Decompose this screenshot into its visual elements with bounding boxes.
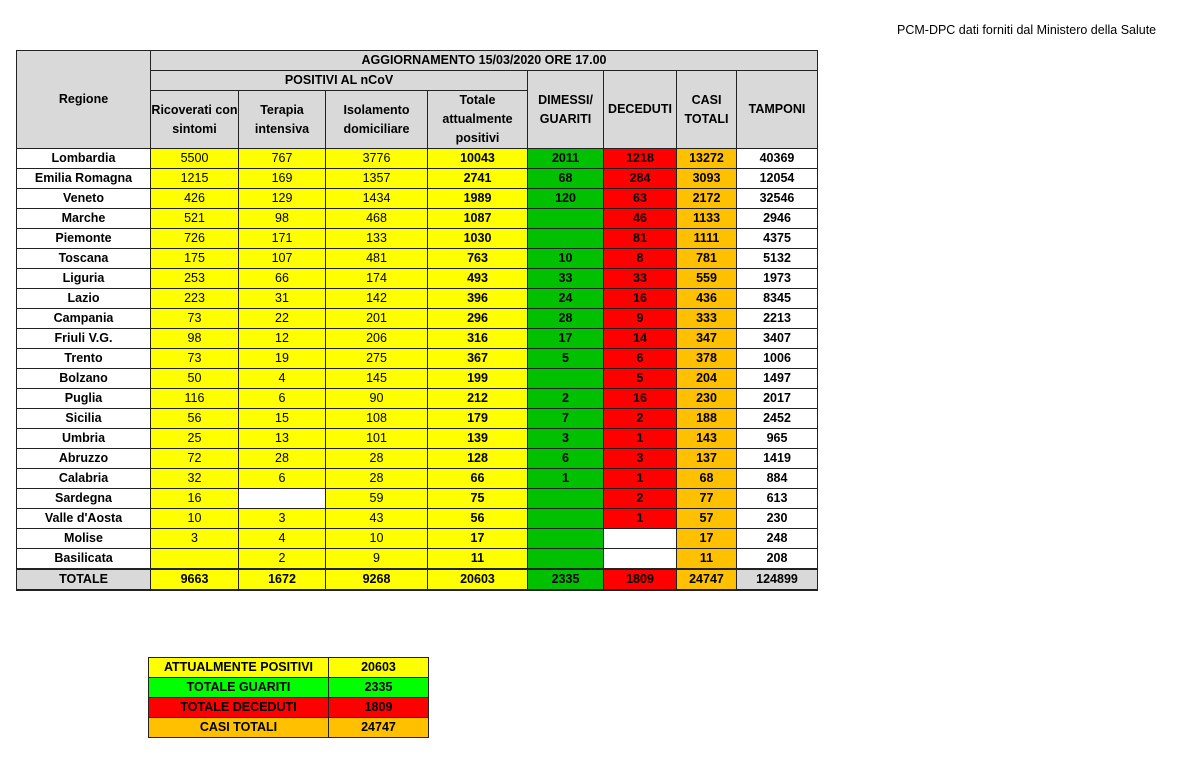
cell-totale-positivi: 56	[428, 509, 528, 529]
cell-totale-positivi: 367	[428, 349, 528, 369]
cell-regione: Emilia Romagna	[17, 169, 151, 189]
cell-casi: 378	[677, 349, 737, 369]
cell-deceduti: 5	[604, 369, 677, 389]
cell-ricoverati: 175	[151, 249, 239, 269]
summary-row-deceduti	[149, 698, 429, 718]
cell-regione: Umbria	[17, 429, 151, 449]
cell-casi: 77	[677, 489, 737, 509]
summary-label: TOTALE DECEDUTI	[149, 698, 329, 718]
cell-ricoverati: 72	[151, 449, 239, 469]
table-title: AGGIORNAMENTO 15/03/2020 ORE 17.00	[151, 51, 818, 71]
cell-ricoverati: 116	[151, 389, 239, 409]
cell-terapia: 4	[239, 369, 326, 389]
cell-ricoverati: 10	[151, 509, 239, 529]
cell-isolamento: 3776	[326, 149, 428, 169]
cell-totale-positivi: 179	[428, 409, 528, 429]
header-terapia: Terapia intensiva	[239, 91, 326, 149]
cell-ricoverati: 5500	[151, 149, 239, 169]
cell-dimessi	[528, 529, 604, 549]
cell-isolamento: 59	[326, 489, 428, 509]
total-positivi: 20603	[428, 569, 528, 590]
cell-tamponi: 8345	[737, 289, 818, 309]
total-tamponi: 124899	[737, 569, 818, 590]
cell-isolamento: 275	[326, 349, 428, 369]
cell-totale-positivi: 296	[428, 309, 528, 329]
cell-isolamento: 43	[326, 509, 428, 529]
cell-isolamento: 133	[326, 229, 428, 249]
cell-totale-positivi: 493	[428, 269, 528, 289]
cell-terapia: 3	[239, 509, 326, 529]
cell-dimessi: 10	[528, 249, 604, 269]
cell-ricoverati: 16	[151, 489, 239, 509]
cell-dimessi: 2	[528, 389, 604, 409]
cell-casi: 143	[677, 429, 737, 449]
cell-tamponi: 1006	[737, 349, 818, 369]
table-row	[17, 329, 818, 349]
cell-deceduti: 284	[604, 169, 677, 189]
cell-regione: Liguria	[17, 269, 151, 289]
total-isolamento: 9268	[326, 569, 428, 590]
cell-dimessi	[528, 509, 604, 529]
cell-tamponi: 12054	[737, 169, 818, 189]
cell-casi: 3093	[677, 169, 737, 189]
cell-deceduti: 2	[604, 489, 677, 509]
summary-row-casi	[149, 718, 429, 738]
cell-casi: 17	[677, 529, 737, 549]
source-note: PCM-DPC dati forniti dal Ministero della Salute	[897, 23, 1157, 37]
cell-dimessi	[528, 229, 604, 249]
cell-isolamento: 108	[326, 409, 428, 429]
cell-terapia: 15	[239, 409, 326, 429]
cell-totale-positivi: 763	[428, 249, 528, 269]
table-row	[17, 449, 818, 469]
summary-table	[148, 657, 429, 738]
totals-row	[17, 569, 818, 590]
cell-casi: 781	[677, 249, 737, 269]
cell-dimessi	[528, 369, 604, 389]
cell-tamponi: 3407	[737, 329, 818, 349]
cell-isolamento: 28	[326, 469, 428, 489]
cell-dimessi: 3	[528, 429, 604, 449]
cell-ricoverati: 32	[151, 469, 239, 489]
cell-casi: 2172	[677, 189, 737, 209]
summary-value: 2335	[329, 678, 429, 698]
cell-dimessi	[528, 549, 604, 570]
cell-terapia: 107	[239, 249, 326, 269]
cell-ricoverati: 3	[151, 529, 239, 549]
cell-isolamento: 201	[326, 309, 428, 329]
total-casi: 24747	[677, 569, 737, 590]
cell-ricoverati: 1215	[151, 169, 239, 189]
cell-regione: Puglia	[17, 389, 151, 409]
cell-terapia: 129	[239, 189, 326, 209]
cell-casi: 436	[677, 289, 737, 309]
cell-regione: Marche	[17, 209, 151, 229]
header-regione: Regione	[17, 51, 151, 149]
cell-totale-positivi: 212	[428, 389, 528, 409]
cell-isolamento: 90	[326, 389, 428, 409]
cell-casi: 68	[677, 469, 737, 489]
cell-totale-positivi: 11	[428, 549, 528, 570]
cell-regione: Sicilia	[17, 409, 151, 429]
cell-totale-positivi: 199	[428, 369, 528, 389]
cell-dimessi: 1	[528, 469, 604, 489]
table-row	[17, 149, 818, 169]
cell-ricoverati: 25	[151, 429, 239, 449]
cell-isolamento: 174	[326, 269, 428, 289]
cell-deceduti: 1218	[604, 149, 677, 169]
cell-regione: Abruzzo	[17, 449, 151, 469]
cell-deceduti: 2	[604, 409, 677, 429]
cell-totale-positivi: 1087	[428, 209, 528, 229]
table-row	[17, 529, 818, 549]
cell-tamponi: 208	[737, 549, 818, 570]
cell-deceduti: 9	[604, 309, 677, 329]
cell-ricoverati: 253	[151, 269, 239, 289]
cell-isolamento: 1357	[326, 169, 428, 189]
header-deceduti: DECEDUTI	[604, 71, 677, 149]
cell-isolamento: 145	[326, 369, 428, 389]
cell-casi: 1111	[677, 229, 737, 249]
cell-terapia: 767	[239, 149, 326, 169]
total-deceduti: 1809	[604, 569, 677, 590]
cell-ricoverati: 56	[151, 409, 239, 429]
cell-casi: 1133	[677, 209, 737, 229]
cell-deceduti: 16	[604, 289, 677, 309]
cell-casi: 333	[677, 309, 737, 329]
cell-deceduti: 1	[604, 509, 677, 529]
cell-totale-positivi: 1030	[428, 229, 528, 249]
cell-terapia	[239, 489, 326, 509]
cell-regione: Calabria	[17, 469, 151, 489]
cell-regione: Molise	[17, 529, 151, 549]
cell-regione: Lombardia	[17, 149, 151, 169]
cell-terapia: 4	[239, 529, 326, 549]
table-row	[17, 229, 818, 249]
cell-regione: Campania	[17, 309, 151, 329]
cell-dimessi: 28	[528, 309, 604, 329]
cell-terapia: 31	[239, 289, 326, 309]
cell-regione: Sardegna	[17, 489, 151, 509]
header-totale-positivi: Totale attualmente positivi	[428, 91, 528, 149]
cell-deceduti	[604, 549, 677, 570]
cell-casi: 204	[677, 369, 737, 389]
cell-regione: Lazio	[17, 289, 151, 309]
cell-regione: Valle d'Aosta	[17, 509, 151, 529]
cell-casi: 188	[677, 409, 737, 429]
cell-regione: Trento	[17, 349, 151, 369]
table-row	[17, 429, 818, 449]
cell-ricoverati: 50	[151, 369, 239, 389]
cell-casi: 137	[677, 449, 737, 469]
cell-dimessi: 33	[528, 269, 604, 289]
cell-tamponi: 40369	[737, 149, 818, 169]
cell-terapia: 22	[239, 309, 326, 329]
cell-casi: 11	[677, 549, 737, 570]
summary-value: 1809	[329, 698, 429, 718]
cell-tamponi: 248	[737, 529, 818, 549]
cell-isolamento: 9	[326, 549, 428, 570]
cell-regione: Piemonte	[17, 229, 151, 249]
cell-regione: Veneto	[17, 189, 151, 209]
cell-totale-positivi: 17	[428, 529, 528, 549]
cell-totale-positivi: 2741	[428, 169, 528, 189]
total-terapia: 1672	[239, 569, 326, 590]
cell-dimessi: 5	[528, 349, 604, 369]
cell-tamponi: 1497	[737, 369, 818, 389]
cell-totale-positivi: 128	[428, 449, 528, 469]
cell-regione: Basilicata	[17, 549, 151, 570]
cell-totale-positivi: 1989	[428, 189, 528, 209]
cell-tamponi: 1973	[737, 269, 818, 289]
cell-deceduti: 33	[604, 269, 677, 289]
header-isolamento: Isolamento domiciliare	[326, 91, 428, 149]
cell-ricoverati: 426	[151, 189, 239, 209]
cell-dimessi: 24	[528, 289, 604, 309]
cell-isolamento: 101	[326, 429, 428, 449]
cell-totale-positivi: 75	[428, 489, 528, 509]
cell-casi: 13272	[677, 149, 737, 169]
cell-deceduti: 81	[604, 229, 677, 249]
table-row	[17, 169, 818, 189]
cell-totale-positivi: 10043	[428, 149, 528, 169]
cell-totale-positivi: 66	[428, 469, 528, 489]
cell-tamponi: 4375	[737, 229, 818, 249]
summary-value: 24747	[329, 718, 429, 738]
cell-terapia: 169	[239, 169, 326, 189]
cell-dimessi: 2011	[528, 149, 604, 169]
table-row	[17, 189, 818, 209]
cell-dimessi: 17	[528, 329, 604, 349]
cell-tamponi: 1419	[737, 449, 818, 469]
cell-totale-positivi: 316	[428, 329, 528, 349]
cell-deceduti: 63	[604, 189, 677, 209]
cell-terapia: 13	[239, 429, 326, 449]
cell-terapia: 28	[239, 449, 326, 469]
cell-tamponi: 2017	[737, 389, 818, 409]
table-row	[17, 309, 818, 329]
summary-label: TOTALE GUARITI	[149, 678, 329, 698]
cell-totale-positivi: 396	[428, 289, 528, 309]
cell-dimessi: 7	[528, 409, 604, 429]
table-row	[17, 349, 818, 369]
cell-dimessi	[528, 209, 604, 229]
cell-deceduti: 14	[604, 329, 677, 349]
cell-terapia: 66	[239, 269, 326, 289]
table-row	[17, 469, 818, 489]
cell-deceduti: 46	[604, 209, 677, 229]
cell-tamponi: 230	[737, 509, 818, 529]
summary-value: 20603	[329, 658, 429, 678]
cell-isolamento: 28	[326, 449, 428, 469]
cell-deceduti: 6	[604, 349, 677, 369]
cell-dimessi: 120	[528, 189, 604, 209]
cell-terapia: 98	[239, 209, 326, 229]
cell-casi: 347	[677, 329, 737, 349]
table-row	[17, 249, 818, 269]
cell-ricoverati: 223	[151, 289, 239, 309]
cell-isolamento: 142	[326, 289, 428, 309]
header-tamponi: TAMPONI	[737, 71, 818, 149]
cell-totale-positivi: 139	[428, 429, 528, 449]
cell-casi: 57	[677, 509, 737, 529]
cell-ricoverati: 73	[151, 349, 239, 369]
table-row	[17, 289, 818, 309]
summary-row-guariti	[149, 678, 429, 698]
cell-regione: Friuli V.G.	[17, 329, 151, 349]
cell-tamponi: 32546	[737, 189, 818, 209]
summary-label: ATTUALMENTE POSITIVI	[149, 658, 329, 678]
header-dimessi: DIMESSI/ GUARITI	[528, 71, 604, 149]
cell-dimessi: 68	[528, 169, 604, 189]
cell-ricoverati	[151, 549, 239, 570]
table-row	[17, 409, 818, 429]
cell-ricoverati: 521	[151, 209, 239, 229]
cell-deceduti: 16	[604, 389, 677, 409]
total-label: TOTALE	[17, 569, 151, 590]
table-row	[17, 509, 818, 529]
table-row	[17, 209, 818, 229]
table-row	[17, 269, 818, 289]
cell-casi: 559	[677, 269, 737, 289]
cell-isolamento: 468	[326, 209, 428, 229]
cell-tamponi: 5132	[737, 249, 818, 269]
cell-terapia: 2	[239, 549, 326, 570]
cell-terapia: 6	[239, 389, 326, 409]
cell-isolamento: 206	[326, 329, 428, 349]
cell-deceduti: 3	[604, 449, 677, 469]
total-ricoverati: 9663	[151, 569, 239, 590]
table-row	[17, 549, 818, 570]
cell-ricoverati: 98	[151, 329, 239, 349]
summary-label: CASI TOTALI	[149, 718, 329, 738]
cell-terapia: 171	[239, 229, 326, 249]
table-body	[17, 149, 818, 570]
cell-casi: 230	[677, 389, 737, 409]
total-dimessi: 2335	[528, 569, 604, 590]
cell-ricoverati: 73	[151, 309, 239, 329]
header-positivi-group: POSITIVI AL nCoV	[151, 71, 528, 91]
cell-isolamento: 1434	[326, 189, 428, 209]
table-row	[17, 489, 818, 509]
cell-tamponi: 965	[737, 429, 818, 449]
cell-terapia: 12	[239, 329, 326, 349]
cell-deceduti	[604, 529, 677, 549]
cell-regione: Toscana	[17, 249, 151, 269]
cell-dimessi	[528, 489, 604, 509]
cell-dimessi: 6	[528, 449, 604, 469]
cell-tamponi: 2946	[737, 209, 818, 229]
cell-ricoverati: 726	[151, 229, 239, 249]
cell-tamponi: 2452	[737, 409, 818, 429]
table-row	[17, 389, 818, 409]
summary-row-positivi	[149, 658, 429, 678]
cell-deceduti: 8	[604, 249, 677, 269]
cell-deceduti: 1	[604, 469, 677, 489]
cell-tamponi: 2213	[737, 309, 818, 329]
header-casi: CASI TOTALI	[677, 71, 737, 149]
covid-region-table	[16, 50, 818, 591]
cell-tamponi: 884	[737, 469, 818, 489]
cell-isolamento: 10	[326, 529, 428, 549]
header-ricoverati: Ricoverati con sintomi	[151, 91, 239, 149]
cell-regione: Bolzano	[17, 369, 151, 389]
table-row	[17, 369, 818, 389]
cell-terapia: 6	[239, 469, 326, 489]
cell-tamponi: 613	[737, 489, 818, 509]
cell-deceduti: 1	[604, 429, 677, 449]
cell-terapia: 19	[239, 349, 326, 369]
cell-isolamento: 481	[326, 249, 428, 269]
